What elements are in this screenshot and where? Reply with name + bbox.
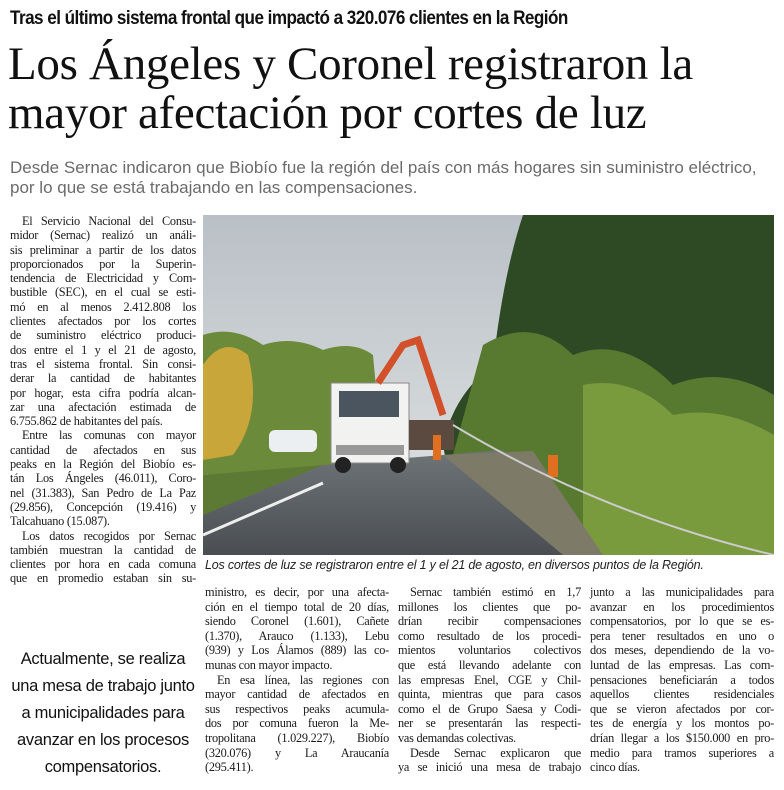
body-text-line: Sernac también estimó en 1,7 <box>410 585 581 599</box>
body-text-line: cinco días. <box>590 760 640 775</box>
deck: Desde Sernac indicaron que Biobío fue la región del país con más hogares sin suministro eléctrico, por lo que se está trabajando en las compensaciones. <box>10 158 757 197</box>
body-text-line: pera tener resultados en uno o <box>590 628 774 643</box>
headline-line: Los Ángeles y Coronel registraron la <box>8 38 693 90</box>
body-text-line: bustible (SEC), en el cual se esti- <box>10 285 196 300</box>
body-text-line: clientes por hora en cada comuna <box>10 557 196 572</box>
body-text-line: luntad de las empresas. Las com- <box>590 657 774 672</box>
body-column-2 <box>205 585 389 775</box>
pull-quote <box>8 646 198 781</box>
body-text-line: En esa línea, las regiones con <box>217 672 389 687</box>
kicker: Tras el último sistema frontal que impactó a 320.076 clientes en la Región <box>10 8 568 29</box>
body-text-line: ya se inició una mesa de trabajo <box>398 760 581 775</box>
pull-quote-line: avanzar en los procesos <box>17 731 189 749</box>
body-text-line: El Servicio Nacional del Consu- <box>22 214 196 228</box>
body-text-line: peaks en la Región del Biobío es- <box>10 457 196 472</box>
body-text-line: ción en el tiempo total de 20 días, <box>205 599 389 614</box>
body-text-line: 6.755.862 de habitantes del país. <box>10 414 163 429</box>
body-text-line: que en promedio estaban sin su- <box>10 571 196 586</box>
photo-power-line-repair <box>203 215 774 555</box>
body-column-3 <box>398 585 581 775</box>
body-text-line: dos entre el 1 y el 21 de agosto, <box>10 342 196 357</box>
body-text-line: como el de Grupo Saesa y Codi- <box>398 701 581 716</box>
body-text-line: mientos voluntarios colectivos <box>398 643 581 658</box>
body-text-line: drían recibir compensaciones <box>398 614 581 629</box>
body-text-line: también muestran la cantidad de <box>10 542 196 557</box>
body-text-line: (29.856), Concepción (19.416) y <box>10 499 196 514</box>
body-text-line: medio para tramos superiores a <box>590 745 774 760</box>
body-text-line: tras el sistema frontal. Sin consi- <box>10 356 196 371</box>
body-text-line: las empresas Enel, CGE y Chil- <box>398 672 581 687</box>
body-text-line: zar una afectación estimada de <box>10 399 196 414</box>
body-text-line: proporcionados por la Superin- <box>10 256 196 271</box>
body-text-line: mayor cantidad de afectados en <box>205 687 389 702</box>
body-text-line: mó en al menos 2.412.808 los <box>10 299 196 314</box>
pull-quote-line: una mesa de trabajo junto <box>11 677 195 695</box>
body-text-line: (939) y Los Álamos (889) las co- <box>205 643 389 658</box>
body-text-line: tropolitana (1.029.227), Biobío <box>205 730 389 745</box>
body-text-line: junto a las municipalidades para <box>590 585 774 599</box>
body-text-line: tán Los Ángeles (46.011), Coro- <box>10 471 196 486</box>
body-text-line: dos por comuna fueron la Me- <box>205 716 389 731</box>
body-text-line: dos meses, dependiendo de la vo- <box>590 643 774 658</box>
body-text-line: munas con mayor impacto. <box>205 657 333 672</box>
body-text-line: nel (31.383), San Pedro de La Paz <box>10 485 196 500</box>
body-text-line: avanzar en los procedimientos <box>590 599 774 614</box>
body-text-line: millones los clientes que po- <box>398 599 581 614</box>
body-text-line: ner se presentarán las respecti- <box>398 716 581 731</box>
body-text-line: ministro, es decir, por una afecta- <box>205 585 389 599</box>
body-text-line: que se vieron afectados por cor- <box>590 701 774 716</box>
body-text-line: de suministro eléctrico produci- <box>10 328 196 343</box>
photo-caption: Los cortes de luz se registraron entre el 1 y el 21 de agosto, en diversos puntos de la Región. <box>205 558 704 572</box>
body-text-line: vas demandas colectivas. <box>398 730 516 745</box>
headline-line: mayor afectación por cortes de luz <box>8 87 647 139</box>
body-text-line: derar la cantidad de habitantes <box>10 371 196 386</box>
body-text-line: Los datos recogidos por Sernac <box>22 528 196 543</box>
article-photo <box>203 215 774 555</box>
body-column-4 <box>590 585 774 775</box>
body-text-line: siendo Coronel (1.601), Cañete <box>205 614 389 629</box>
body-text-line: compensatorios, por lo que se es- <box>590 614 774 629</box>
headline <box>8 40 693 138</box>
pull-quote-line: Actualmente, se realiza <box>20 650 186 668</box>
body-text-line: sis preliminar a partir de los datos <box>10 242 196 257</box>
body-text-line: quinta, mientras que para casos <box>398 687 581 702</box>
body-text-line: (320.076) y La Araucanía <box>205 745 389 760</box>
body-text-line: tendencia de Electricidad y Com- <box>10 271 196 286</box>
pull-quote-line: compensatorios. <box>44 758 162 776</box>
body-text-line: cantidad de afectados en sus <box>10 442 196 457</box>
body-text-line: aquellos clientes residenciales <box>590 687 774 702</box>
pull-quote-line: a municipalidades para <box>21 704 185 722</box>
body-text-line: pensaciones beneficiarán a todos <box>590 672 774 687</box>
body-text-line: tes de energía y los montos po- <box>590 716 774 731</box>
body-text-line: que está llevando adelante con <box>398 657 581 672</box>
body-text-line: Entre las comunas con mayor <box>22 428 196 443</box>
body-text-line: clientes afectados por los cortes <box>10 314 196 329</box>
body-text-line: (295.411). <box>205 760 254 775</box>
body-text-line: midor (Sernac) realizó un análi- <box>10 228 196 243</box>
body-text-line: Talcahuano (15.087). <box>10 514 110 529</box>
body-text-line: (1.370), Arauco (1.133), Lebu <box>205 628 389 643</box>
body-text-line: drían llegar a los $150.000 en pro- <box>590 730 774 745</box>
body-text-line: Desde Sernac explicaron que <box>410 745 581 760</box>
body-column-1 <box>10 214 196 586</box>
body-text-line: como resultado de los procedi- <box>398 628 581 643</box>
body-text-line: sus respectivos peaks acumula- <box>205 701 389 716</box>
body-text-line: por hogar, esta cifra podría alcan- <box>10 385 196 400</box>
